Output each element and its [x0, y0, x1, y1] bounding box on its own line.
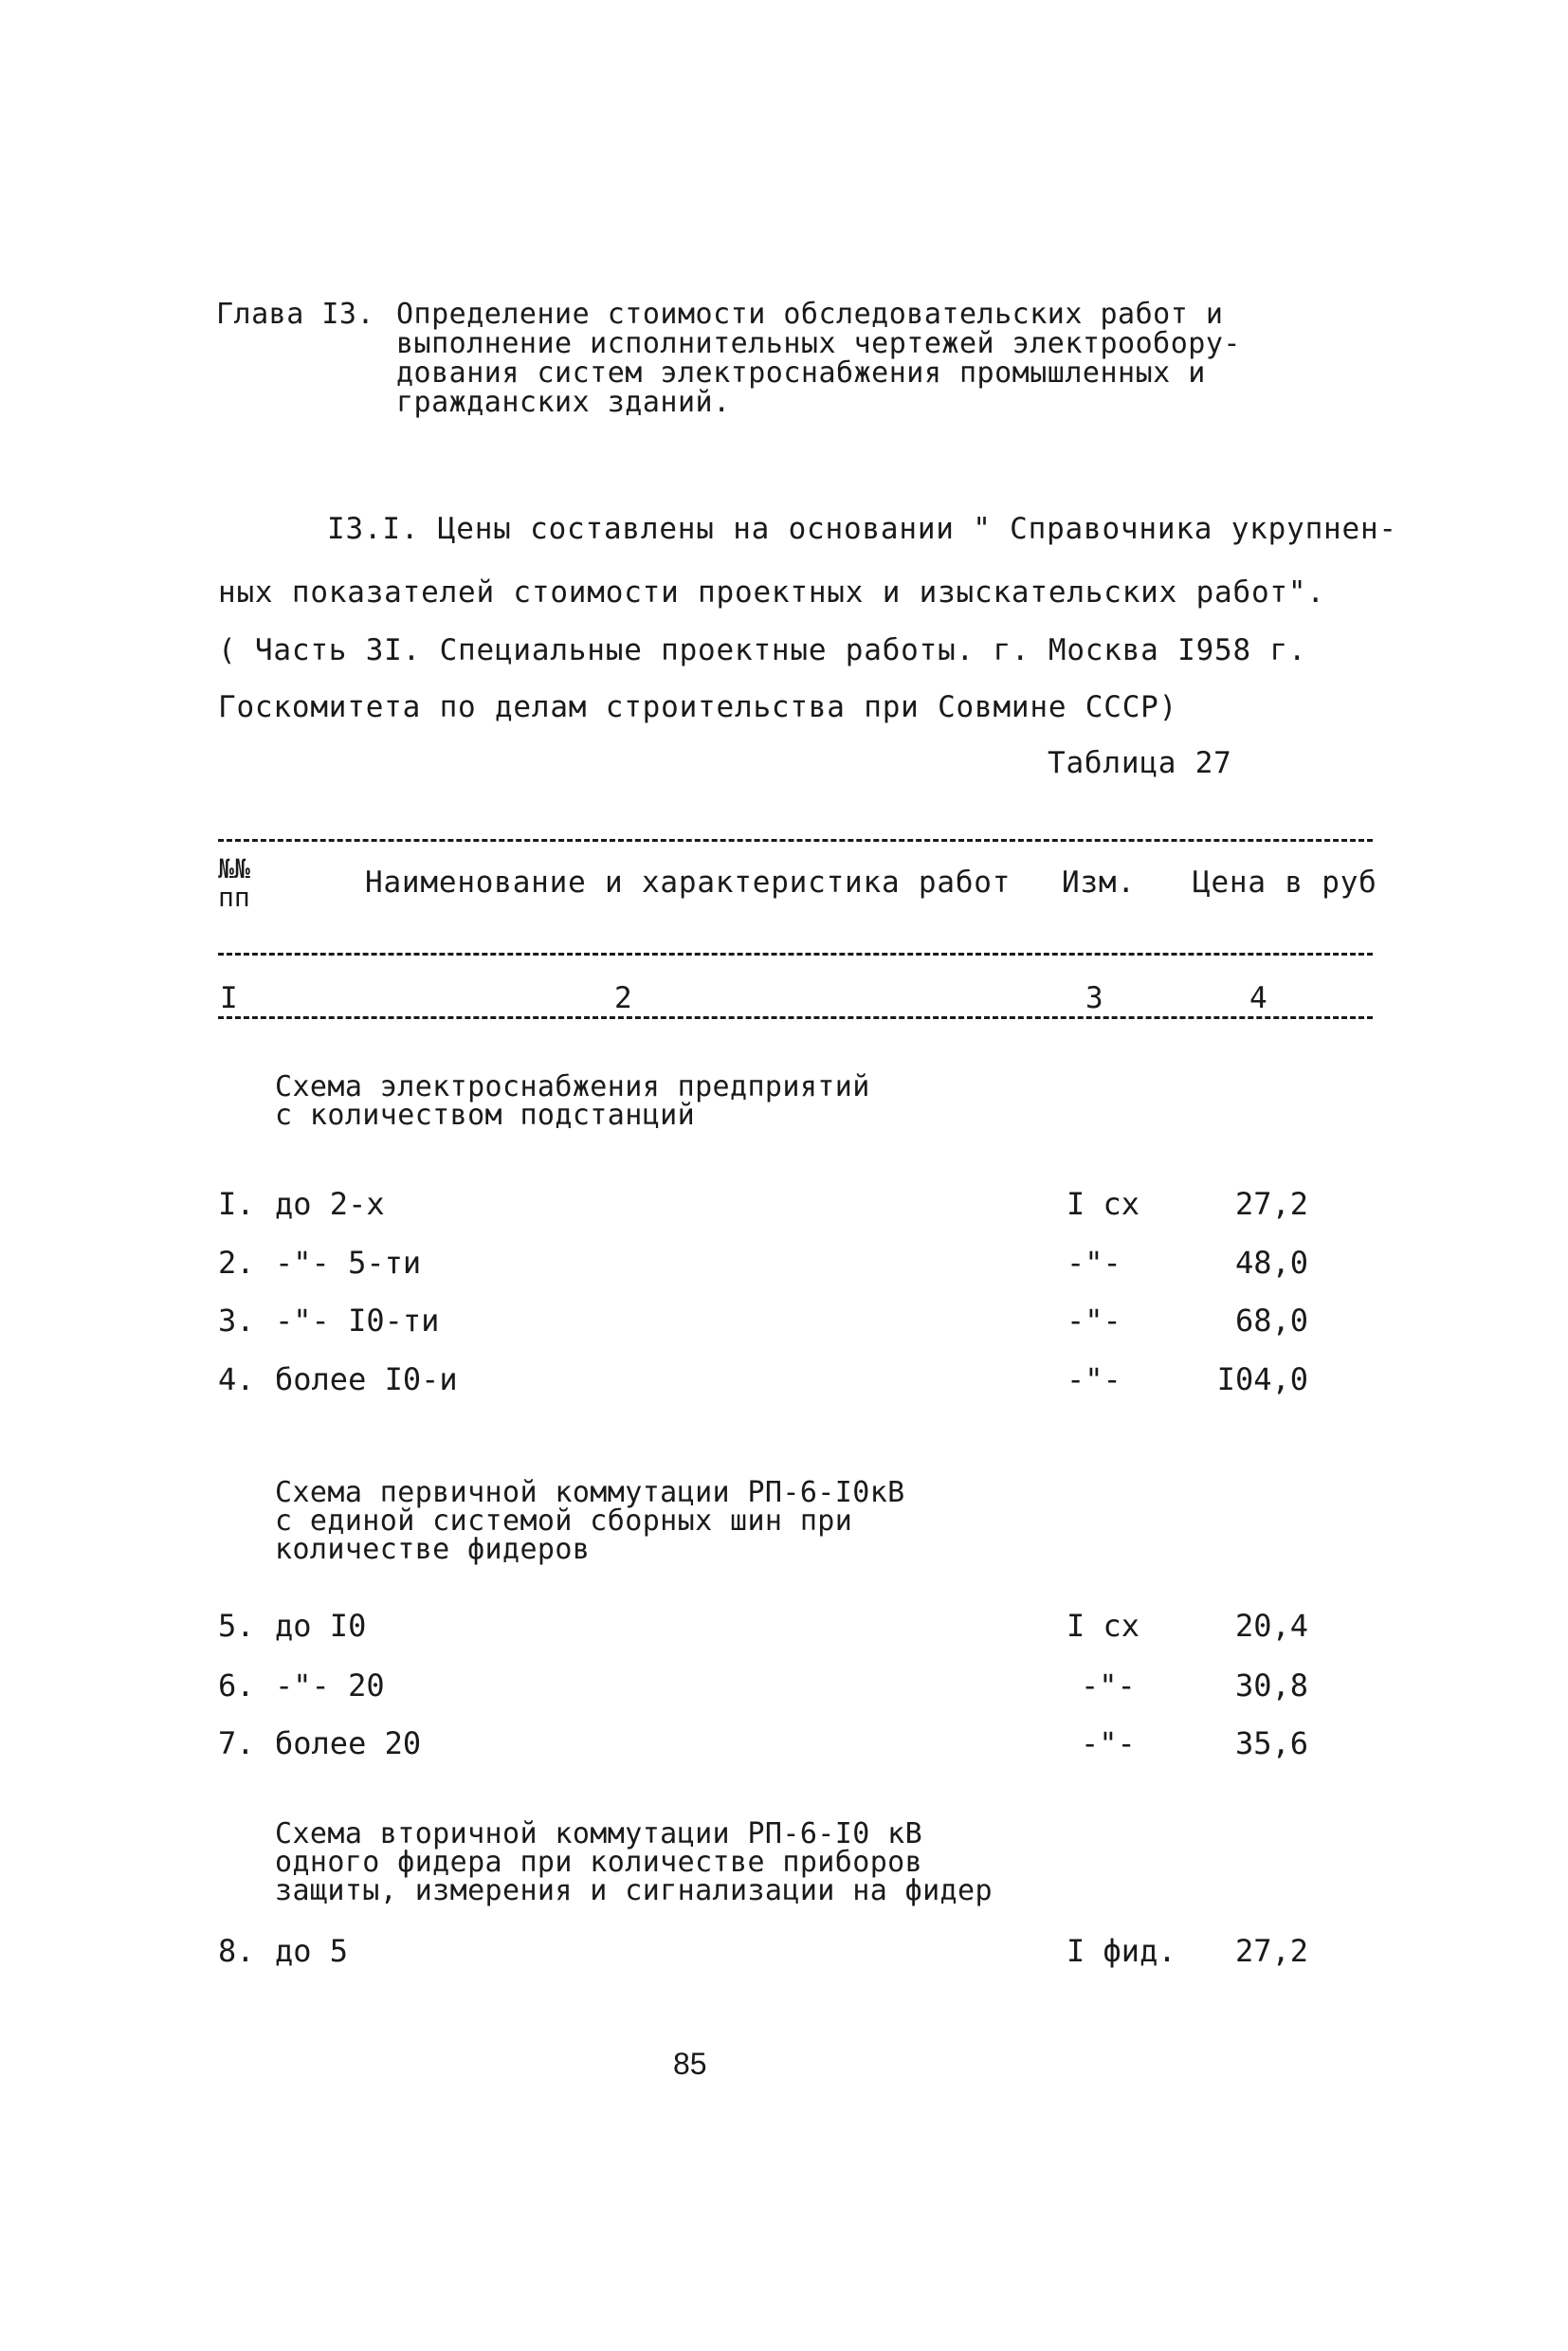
header-col-name: Наименование и характеристика работ [365, 866, 1012, 900]
intro-line: ( Часть 3I. Специальные проектные работы. г. Москва I958 г. [218, 633, 1307, 667]
header-col-unit: Изм. [1062, 866, 1136, 900]
row-unit: I сх [1067, 1186, 1140, 1222]
row-unit: I фид. [1067, 1933, 1176, 1969]
column-number: I [220, 981, 239, 1015]
row-name: до I0 [275, 1608, 367, 1644]
row-unit: -"- [1067, 1361, 1121, 1397]
row-unit: -"- [1067, 1303, 1121, 1339]
row-name: до 2-х [275, 1186, 385, 1222]
row-number: 3. [218, 1303, 255, 1339]
table-rule-top [218, 839, 1373, 842]
table-label: Таблица 27 [1048, 746, 1232, 780]
section-title-line: Схема электроснабжения предприятий [275, 1070, 870, 1103]
chapter-title-line: дования систем электроснабжения промышленных и [396, 356, 1206, 390]
row-name: -"- I0-ти [275, 1303, 440, 1339]
row-name: более 20 [275, 1725, 422, 1761]
row-number: I. [218, 1186, 255, 1222]
row-price: 68,0 [1234, 1303, 1308, 1339]
row-unit: -"- [1081, 1668, 1136, 1704]
section-title-line: количестве фидеров [275, 1533, 591, 1566]
table-rule-numbers [218, 1016, 1373, 1019]
column-number: 2 [614, 981, 633, 1015]
row-price: I04,0 [1216, 1361, 1308, 1397]
chapter-title-line: выполнение исполнительных чертежей электрообору- [396, 327, 1241, 360]
header-col-price: Цена в руб [1193, 866, 1377, 900]
section-title-line: одного фидера при количестве приборов [275, 1846, 923, 1879]
header-num-line: пп [218, 882, 250, 913]
row-unit: -"- [1081, 1725, 1136, 1761]
row-name: -"- 5-ти [275, 1245, 422, 1281]
page-number: 85 [673, 2047, 707, 2081]
intro-line: ных показателей стоимости проектных и изыскательских работ". [218, 575, 1325, 610]
chapter-title-line: Определение стоимости обследовательских работ и [396, 298, 1224, 331]
row-number: 2. [218, 1245, 255, 1281]
section-title-line: Схема вторичной коммутации РП-6-I0 кВ [275, 1817, 923, 1850]
chapter-title-line: гражданских зданий. [396, 386, 731, 419]
row-number: 7. [218, 1725, 255, 1761]
column-number: 3 [1085, 981, 1104, 1015]
intro-line: I3.I. Цены составлены на основании " Справочника укрупнен- [327, 512, 1397, 546]
intro-line: Госкомитета по делам строительства при Совмине СССР) [218, 690, 1178, 724]
row-name: более I0-и [275, 1361, 458, 1397]
row-unit: -"- [1067, 1245, 1121, 1281]
row-price: 35,6 [1234, 1725, 1308, 1761]
header-num-line: №№ [218, 853, 250, 884]
row-number: 4. [218, 1361, 255, 1397]
table-rule-mid [218, 953, 1373, 956]
row-name: -"- 20 [275, 1668, 385, 1704]
row-price: 27,2 [1234, 1933, 1308, 1969]
row-price: 27,2 [1234, 1186, 1308, 1222]
row-name: до 5 [275, 1933, 349, 1969]
section-title-line: защиты, измерения и сигнализации на фидер [275, 1874, 993, 1907]
row-number: 5. [218, 1608, 255, 1644]
section-title-line: Схема первичной коммутации РП-6-I0кВ [275, 1476, 905, 1509]
row-unit: I сх [1067, 1608, 1140, 1644]
row-price: 48,0 [1234, 1245, 1308, 1281]
chapter-label: Глава I3. [216, 298, 375, 331]
row-price: 20,4 [1234, 1608, 1308, 1644]
chapter-heading [216, 298, 1241, 505]
row-price: 30,8 [1234, 1668, 1308, 1704]
section-title-line: с единой системой сборных шин при [275, 1504, 853, 1538]
row-number: 8. [218, 1933, 255, 1969]
header-col-num [218, 855, 250, 912]
row-number: 6. [218, 1668, 255, 1704]
section-title-line: с количеством подстанций [275, 1099, 696, 1132]
column-number: 4 [1249, 981, 1268, 1015]
